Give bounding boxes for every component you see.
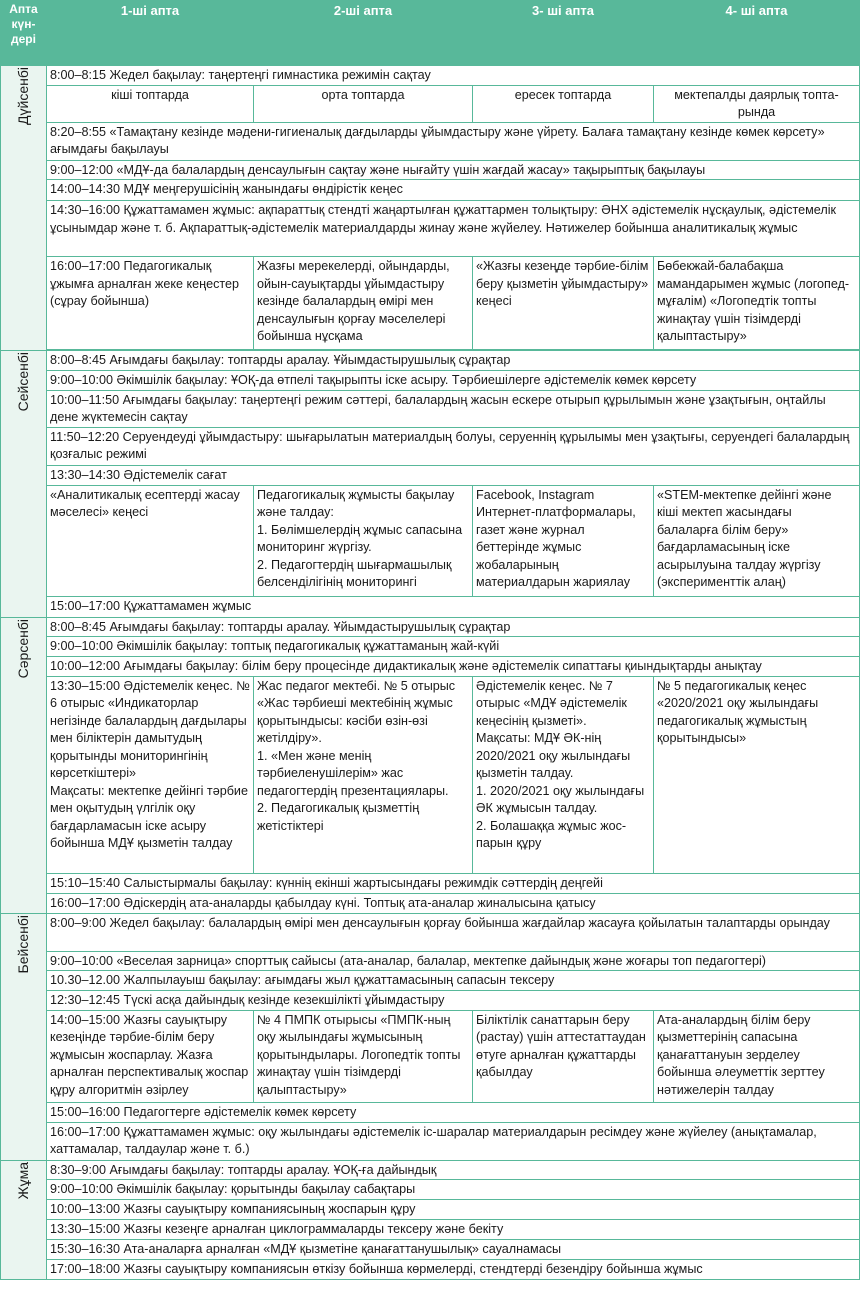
week-3-cell: Біліктілік санаттарын беру (растау) үшін аттестаттаудан өтуге арналған құжаттарды қабылдау [473,1010,654,1102]
schedule-row: 14:00–14:30 МДҰ меңгерушісінің жанындағы өндірістік кеңес [47,180,860,201]
week-1-cell: «Аналитикалық есептерді жасау мәселесі» кеңесі [47,485,254,596]
header-week-days: Апта күн-дері [1,1,47,66]
week-4-cell: Ата-аналардың білім беру қызметтерінің сапасына қанағаттануын зерделеу бойынша әлеуметтік зерттеу нәтижелерін талдау [654,1010,860,1102]
week-1-cell: 13:30–15:00 Әдістемелік кеңес. № 6 отырыс «Индикаторлар негізінде балалардың дағдылары мен біліктерін дамытудың қорытынды мониторингінің көрсеткіштері» Мақсаты: мектепке дейінгі тәрбие мен оқытудың үлгілік оқу бағдарламасын іске асыру бойынша МДҰ қызметін талдау [47,676,254,873]
week-2-cell: Педагогикалық жұмысты бақылау және талдау: 1. Бөлімшелердің жұмыс сапасына мониторинг жүргізу. 2. Педагогтердің шығармашылық белсенділігінің мониторингі [254,485,473,596]
schedule-row: 16:00–17:00 Әдіскердің ата-аналарды қабылдау күні. Топтық ата-аналар жиналысына қатысу [47,893,860,913]
week-1-cell: 14:00–15:00 Жазғы сауықтыру кезеңінде тәрбие-білім беру жұмысын жоспарлау. Жазға арналған перспективалық жоспар құру алгоритмін әзірлеу [47,1010,254,1102]
header-week-3: 3- ші апта [473,1,654,66]
week-2-cell: Жазғы мерекелерді, ойындарды, ойын-сауықтарды ұйымдастыру кезінде балалардың өмірі мен денсаулығын қорғау мәселелері бойынша нұсқама [254,257,473,350]
week-1-cell: 16:00–17:00 Педагогикалық ұжымға арналған жеке кеңестер (сұрау бойынша) [47,257,254,350]
day-label-wednesday: Сәрсенбі [1,617,47,913]
header-week-2: 2-ші апта [254,1,473,66]
schedule-row: 10.30–12.00 Жалпылауыш бақылау: ағымдағы жыл құжаттамасының сапасын тексеру [47,971,860,991]
schedule-row: 11:50–12:20 Серуендеуді ұйымдастыру: шығарылатын материалдың болуы, серуеннің құрылымы мен ұзақтығы, серуендегі балалардың қозғалыс режимі [47,427,860,465]
week-2-cell: Жас педагог мектебі. № 5 отырыс «Жас тәрбиеші мектебінің жұмыс қорытындысы: кәсіби өзін-өзі жетілдіру». 1. «Мен және менің тәрбиеленушілерім» жас педагогтердің презентациялары. 2. Педагогикалық қызметтің жетістіктері [254,676,473,873]
schedule-row: 8:00–8:45 Ағымдағы бақылау: топтарды аралау. Ұйымдастырушылық сұрақтар [47,351,860,371]
schedule-row: 15:00–17:00 Құжаттамамен жұмыс [47,596,860,617]
group-cell: ересек топтарда [473,85,654,122]
day-label-friday: Жұма [1,1160,47,1279]
schedule-row: 9:00–12:00 «МДҰ-да балалардың денсаулығын сақтау және нығайту үшін жағдай жасау» тақырыптық бақылауы [47,160,860,180]
schedule-row: 8:00–8:15 Жедел бақылау: таңертеңгі гимнастика режимін сақтау [47,66,860,86]
day-label-tuesday: Сейсенбі [1,351,47,618]
schedule-row: 13:30–15:00 Жазғы кезеңге арналған циклограммаларды тексеру және бекіту [47,1220,860,1240]
schedule-row: 14:30–16:00 Құжаттамамен жұмыс: ақпараттық стендті жаңартылған құжаттармен толықтыру: ӘНХ әдістемелік нұсқаулық, әдістемелік ұсынымдар және т. б. Ақпараттық-әдістемелік материалдарды жинау және жүйелеу. Нәтижелер бойынша аналитикалық жұмыс [47,201,860,257]
day-label-thursday: Бейсенбі [1,913,47,1160]
schedule-row: 8:00–8:45 Ағымдағы бақылау: топтарды аралау. Ұйымдастырушылық сұрақтар [47,617,860,637]
schedule-row: 10:00–12:00 Ағымдағы бақылау: білім беру процесінде дидактикалық және әдістемелік сипаттағы қиындықтарды анықтау [47,657,860,677]
week-3-cell: «Жазғы кезеңде тәрбие-білім беру қызметін ұйымдастыру» кеңесі [473,257,654,350]
week-3-cell: Facebook, Instagram Интернет-платформалары, газет және журнал беттерінде жұмыс жобаларының материалдарын жариялау [473,485,654,596]
schedule-row: 16:00–17:00 Құжаттамамен жұмыс: оқу жылындағы әдістемелік іс-шаралар материалдарын ресімдеу және жүйелеу (анықтамалар, хаттамалар, талдаулар және т. б.) [47,1122,860,1160]
week-4-cell: «STEM-мектепке дейінгі және кіші мектеп жасындағы балаларға білім беру» бағдарламасының іске асырылуына талдау жүргізу (эксперименттік алаң) [654,485,860,596]
schedule-row: 13:30–14:30 Әдістемелік сағат [47,465,860,485]
schedule-row: 15:10–15:40 Салыстырмалы бақылау: күннің екінші жартысындағы режимдік сәттердің деңгейі [47,873,860,893]
schedule-row: 8:30–9:00 Ағымдағы бақылау: топтарды аралау. ҰОҚ-ға дайындық [47,1160,860,1180]
schedule-row: 9:00–10:00 Әкімшілік бақылау: топтық педагогикалық құжаттаманың жай-күйі [47,637,860,657]
header-row [1,1,860,66]
schedule-row: 15:30–16:30 Ата-аналарға арналған «МДҰ қызметіне қанағаттанушылық» сауалнамасы [47,1240,860,1260]
schedule-row: 10:00–13:00 Жазғы сауықтыру компаниясының жоспарын құру [47,1200,860,1220]
schedule-row: 9:00–10:00 «Веселая зарница» спорттық сайысы (ата-аналар, балалар, мектепке дайындық және жоғары топ педагогтері) [47,951,860,971]
schedule-row: 9:00–10:00 Әкімшілік бақылау: қорытынды бақылау сабақтары [47,1180,860,1200]
schedule-row: 8:00–9:00 Жедел бақылау: балалардың өмірі мен денсаулығын қорғау бойынша жағдайлар жасауға қойылатын талаптарды орындау [47,913,860,951]
schedule-row: 15:00–16:00 Педагогтерге әдістемелік көмек көрсету [47,1102,860,1122]
schedule-row: 9:00–10:00 Әкімшілік бақылау: ҰОҚ-да өтпелі тақырыпты іске асыру. Тәрбиешілерге әдістемелік көмек көрсету [47,370,860,390]
schedule-row: 8:20–8:55 «Тамақтану кезінде мәдени-гигиеналық дағдыларды ұйымдастыру және үйрету. Балаға тамақтану кезінде көмек көрсету» ағымдағы бақылауы [47,122,860,160]
schedule-row: 10:00–11:50 Ағымдағы бақылау: таңертеңгі режим сәттері, балалардың жасын ескере отырып құрылымын және ұзақтығын, оңтайлы дене жүктемесін сақтау [47,390,860,427]
group-cell: мектепалды даярлық топта-рында [654,85,860,122]
week-4-cell: № 5 педагогикалық кеңес «2020/2021 оқу жылындағы педагогикалық жұмыстың қорытындысы» [654,676,860,873]
group-cell: кіші топтарда [47,85,254,122]
header-week-4: 4- ші апта [654,1,860,66]
day-label-monday: Дүйсенбі [1,66,47,351]
week-3-cell: Әдістемелік кеңес. № 7 отырыс «МДҰ әдістемелік кеңесінің қызметі». Мақсаты: МДҰ ӘК-нің 2020/2021 оқу жылындағы қызметін талдау. 1. 2020/2021 оқу жылындағы ӘК жұмысын талдау. 2. Болашаққа жұмыс жос-парын құру [473,676,654,873]
week-2-cell: № 4 ПМПК отырысы «ПМПК-ның оқу жылындағы жұмысының қорытындылары. Логопедтік топты жинақтау үшін тізімдерді қалыптастыру» [254,1010,473,1102]
schedule-row: 12:30–12:45 Түскі асқа дайындық кезінде кезекшілікті ұйымдастыру [47,991,860,1011]
group-cell: орта топтарда [254,85,473,122]
header-week-1: 1-ші апта [47,1,254,66]
week-4-cell: Бөбекжай-балабақша мамандарымен жұмыс (логопед-мұғалім) «Логопедтік топты жинақтау үшін тізімдерді қалыптастыру» [654,257,860,350]
schedule-row: 17:00–18:00 Жазғы сауықтыру компаниясын өткізу бойынша көрмелерді, стендтерді безендіру бойынша жұмыс [47,1260,860,1280]
